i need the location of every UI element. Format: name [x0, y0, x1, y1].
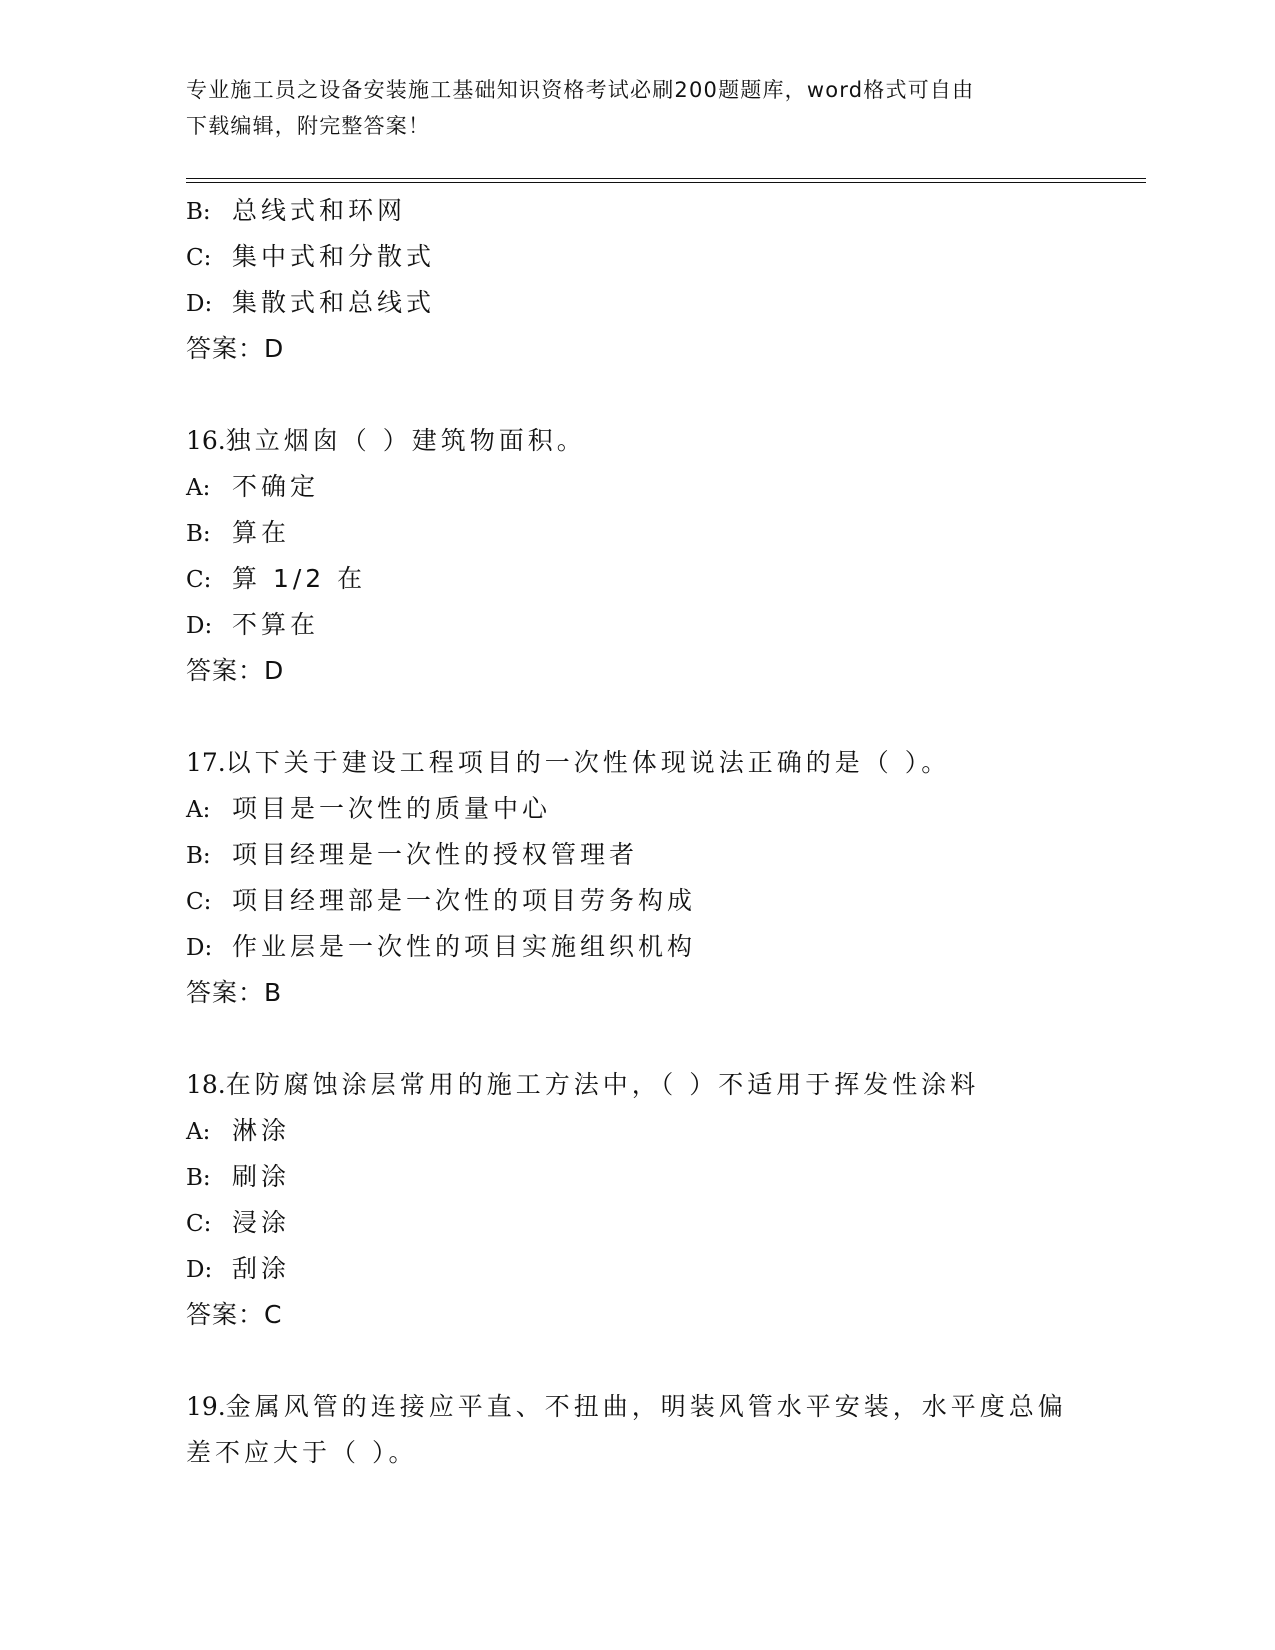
- question-stem: [186, 418, 1146, 464]
- question-stem: [186, 740, 1146, 786]
- option-c: [186, 878, 1146, 924]
- question-number: 17.: [186, 748, 226, 777]
- option-text: 淋涂: [232, 1116, 291, 1145]
- answer-line: 答案：D: [186, 656, 285, 685]
- question-stem: [186, 1384, 1146, 1430]
- question-16: [186, 418, 1146, 694]
- option-text: 集散式和总线式: [232, 288, 436, 317]
- option-text: 项目是一次性的质量中心: [232, 794, 552, 823]
- option-text: 刮涂: [232, 1254, 291, 1283]
- option-c: [186, 1200, 1146, 1246]
- question-list: [186, 188, 1146, 1476]
- option-prefix: A:: [186, 475, 211, 501]
- option-text: 不算在: [232, 610, 320, 639]
- option-prefix: D:: [186, 291, 213, 317]
- option-prefix: B:: [186, 843, 211, 869]
- option-prefix: D:: [186, 1257, 213, 1283]
- question-15-continued: [186, 188, 1146, 372]
- question-number: 16.: [186, 426, 226, 455]
- question-18: [186, 1062, 1146, 1338]
- header-title-line-2: 下载编辑，附完整答案！: [186, 114, 431, 138]
- option-prefix: B:: [186, 199, 211, 225]
- option-text: 作业层是一次性的项目实施组织机构: [232, 932, 697, 961]
- question-text: 独立烟囱（ ）建筑物面积。: [225, 426, 586, 455]
- option-prefix: C:: [186, 889, 212, 915]
- option-prefix: C:: [186, 245, 212, 271]
- option-text: 浸涂: [232, 1208, 291, 1237]
- option-text: 总线式和环网: [232, 196, 407, 225]
- question-stem: [186, 1062, 1146, 1108]
- option-d: [186, 1246, 1146, 1292]
- option-text: 集中式和分散式: [232, 242, 436, 271]
- spacer: [186, 694, 1146, 740]
- question-number: 19.: [186, 1392, 226, 1421]
- option-d: [186, 602, 1146, 648]
- question-text: 以下关于建设工程项目的一次性体现说法正确的是（ ）。: [225, 748, 951, 777]
- option-a: [186, 464, 1146, 510]
- answer-line: 答案：D: [186, 334, 285, 363]
- option-text: 项目经理是一次性的授权管理者: [232, 840, 639, 869]
- option-b: [186, 510, 1146, 556]
- option-prefix: B:: [186, 521, 211, 547]
- option-b: [186, 188, 1146, 234]
- question-number: 18.: [186, 1070, 226, 1099]
- question-19: [186, 1384, 1146, 1476]
- option-a: [186, 1108, 1146, 1154]
- document-header: [186, 72, 1086, 144]
- option-c: [186, 234, 1146, 280]
- option-b: [186, 1154, 1146, 1200]
- spacer: [186, 372, 1146, 418]
- question-text: 差不应大于（ ）。: [186, 1438, 418, 1467]
- question-stem-continued: [186, 1430, 1146, 1476]
- option-d: [186, 924, 1146, 970]
- option-c: [186, 556, 1146, 602]
- option-prefix: C:: [186, 1211, 212, 1237]
- option-text: 不确定: [232, 472, 320, 501]
- option-prefix: C:: [186, 567, 212, 593]
- option-b: [186, 832, 1146, 878]
- question-text: 金属风管的连接应平直、不扭曲，明装风管水平安装，水平度总偏: [225, 1392, 1067, 1421]
- header-divider-bottom: [186, 182, 1146, 183]
- header-divider-top: [186, 178, 1146, 179]
- question-17: [186, 740, 1146, 1016]
- option-prefix: A:: [186, 797, 211, 823]
- header-title-line-1: 专业施工员之设备安装施工基础知识资格考试必刷200题题库，word格式可自由: [186, 78, 975, 102]
- option-a: [186, 786, 1146, 832]
- option-prefix: B:: [186, 1165, 211, 1191]
- option-text: 算在: [232, 518, 291, 547]
- option-prefix: D:: [186, 613, 213, 639]
- option-prefix: D:: [186, 935, 213, 961]
- spacer: [186, 1338, 1146, 1384]
- answer-line: 答案：C: [186, 1300, 283, 1329]
- spacer: [186, 1016, 1146, 1062]
- option-prefix: A:: [186, 1119, 211, 1145]
- option-text: 算 1/2 在: [232, 564, 367, 593]
- option-text: 刷涂: [232, 1162, 291, 1191]
- question-text: 在防腐蚀涂层常用的施工方法中，（ ）不适用于挥发性涂料: [225, 1070, 980, 1099]
- answer-line: 答案：B: [186, 978, 283, 1007]
- option-d: [186, 280, 1146, 326]
- option-text: 项目经理部是一次性的项目劳务构成: [232, 886, 697, 915]
